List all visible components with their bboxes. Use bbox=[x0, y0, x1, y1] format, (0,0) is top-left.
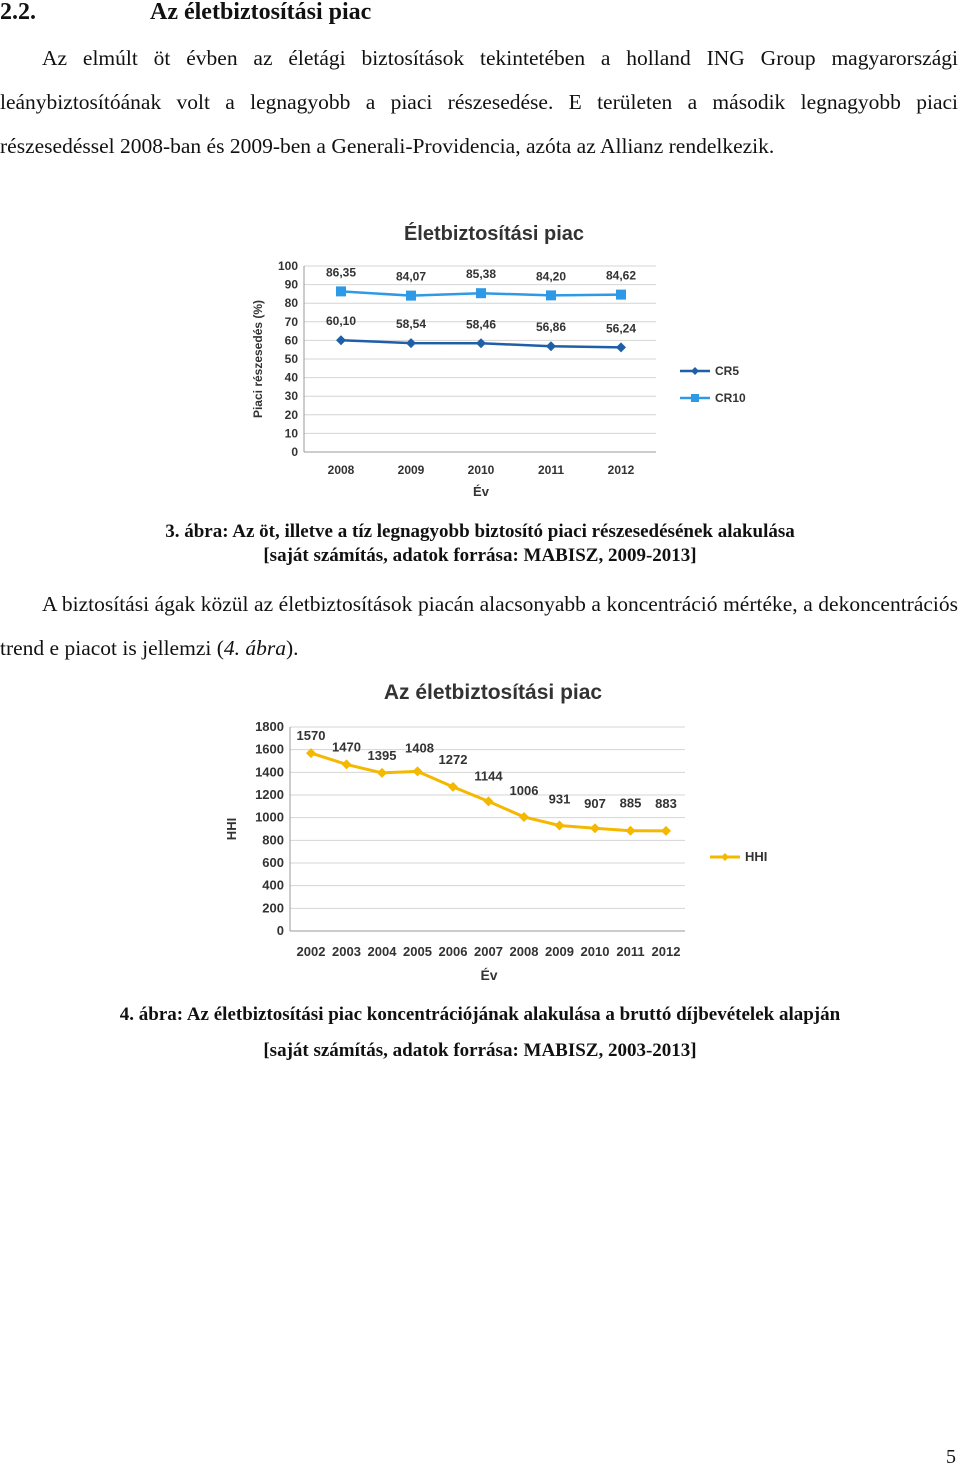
y-tick-label: 30 bbox=[284, 389, 298, 404]
y-tick-label: 1200 bbox=[255, 787, 284, 802]
data-point bbox=[336, 286, 346, 296]
x-tick-label: 2010 bbox=[580, 944, 610, 959]
legend-marker bbox=[721, 853, 729, 861]
x-tick-label: 2012 bbox=[651, 944, 681, 959]
x-tick-label: 2011 bbox=[537, 463, 565, 477]
y-tick-label: 600 bbox=[262, 855, 284, 870]
data-label: 84,07 bbox=[395, 269, 427, 284]
legend-marker bbox=[691, 367, 699, 375]
paragraph-concentration bbox=[0, 582, 958, 670]
data-point bbox=[555, 820, 565, 830]
data-label: 907 bbox=[584, 796, 606, 812]
data-point bbox=[342, 759, 352, 769]
x-axis-title: Év bbox=[473, 484, 489, 499]
section-number: 2.2. bbox=[0, 0, 36, 25]
x-tick-label: 2008 bbox=[509, 944, 539, 959]
x-tick-label: 2010 bbox=[467, 463, 495, 477]
y-tick-label: 10 bbox=[284, 426, 298, 441]
section-heading bbox=[0, 0, 371, 28]
data-label: 1570 bbox=[296, 728, 326, 744]
data-point bbox=[476, 338, 486, 348]
data-label: 58,46 bbox=[465, 317, 497, 332]
x-tick-label: 2009 bbox=[397, 463, 425, 477]
figure4-caption-line2: [saját számítás, adatok forrása: MABISZ, 2003-2013] bbox=[263, 1040, 697, 1061]
data-label: 84,62 bbox=[605, 268, 637, 283]
paragraph-market-share bbox=[0, 36, 958, 168]
data-label: 1144 bbox=[474, 768, 503, 784]
x-tick-label: 2012 bbox=[607, 463, 635, 477]
data-point bbox=[448, 782, 458, 792]
series-line bbox=[311, 753, 666, 831]
y-tick-label: 60 bbox=[284, 333, 298, 348]
figure3-caption-line2: [saját számítás, adatok forrása: MABISZ, 2009-2013] bbox=[263, 545, 697, 566]
y-tick-label: 400 bbox=[262, 877, 284, 893]
figure3-caption-line1: 3. ábra: Az öt, illetve a tíz legnagyobb biztosító piaci részesedésének alakulása bbox=[165, 521, 795, 542]
legend-label: CR10 bbox=[715, 391, 746, 405]
y-axis-title: HHI bbox=[224, 817, 239, 841]
y-tick-label: 1400 bbox=[255, 764, 284, 780]
x-tick-label: 2009 bbox=[545, 944, 574, 959]
x-tick-label: 2011 bbox=[616, 944, 645, 959]
data-point bbox=[413, 766, 423, 776]
chart-title: Az életbiztosítási piac bbox=[383, 681, 603, 704]
data-label: 885 bbox=[619, 795, 642, 811]
paragraph-text-before: A biztosítási ágak közül az életbiztosítások piacán alacsonyabb a koncentráció mértéke, a dekoncentrációs trend e piacot is jellemzi ( bbox=[0, 592, 958, 660]
x-tick-label: 2006 bbox=[438, 944, 468, 959]
x-tick-label: 2004 bbox=[367, 944, 397, 959]
y-tick-label: 200 bbox=[262, 900, 284, 916]
data-point bbox=[519, 812, 529, 822]
y-tick-label: 40 bbox=[284, 370, 298, 385]
y-tick-label: 1600 bbox=[255, 741, 284, 757]
y-tick-label: 80 bbox=[284, 296, 298, 311]
data-label: 883 bbox=[655, 795, 677, 811]
legend-label: HHI bbox=[745, 849, 768, 864]
y-tick-label: 20 bbox=[284, 407, 298, 422]
y-tick-label: 0 bbox=[291, 445, 298, 459]
data-point bbox=[476, 288, 486, 298]
data-label: 1272 bbox=[438, 751, 468, 767]
y-tick-label: 100 bbox=[277, 259, 298, 273]
section-title: Az életbiztosítási piac bbox=[150, 0, 372, 25]
paragraph-text: Az elmúlt öt évben az életági biztosítások tekintetében a holland ING Group magyarországi leánybiztosítóának volt a legnagyobb a piaci részesedése. E területen a második legnagyobb piaci részesedéssel 2008-ban és 2009-ben a Generali-Providencia, azóta az Allianz rendelkezik. bbox=[0, 46, 958, 158]
x-tick-label: 2005 bbox=[403, 944, 432, 959]
x-tick-label: 2007 bbox=[474, 944, 503, 959]
data-label: 1006 bbox=[509, 782, 539, 798]
data-label: 84,20 bbox=[535, 269, 567, 284]
data-point bbox=[546, 290, 556, 300]
data-point bbox=[377, 768, 387, 778]
data-point bbox=[336, 335, 346, 345]
data-label: 56,24 bbox=[605, 321, 637, 336]
chart-title: Életbiztosítási piac bbox=[403, 223, 585, 245]
data-label: 85,38 bbox=[465, 267, 497, 282]
data-label: 56,86 bbox=[535, 320, 567, 335]
data-point bbox=[616, 290, 626, 300]
data-point bbox=[616, 342, 626, 352]
data-label: 86,35 bbox=[325, 265, 357, 280]
x-tick-label: 2008 bbox=[327, 463, 355, 477]
data-point bbox=[546, 341, 556, 351]
data-point bbox=[626, 826, 636, 836]
x-tick-label: 2002 bbox=[296, 944, 326, 959]
y-tick-label: 800 bbox=[262, 832, 284, 848]
data-point bbox=[406, 291, 416, 301]
y-tick-label: 1800 bbox=[255, 719, 284, 734]
y-tick-label: 50 bbox=[284, 352, 298, 366]
y-tick-label: 0 bbox=[276, 923, 284, 938]
figure4-caption-line1: 4. ábra: Az életbiztosítási piac koncentrációjának alakulása a bruttó díjbevételek alapján bbox=[119, 1004, 841, 1025]
x-axis-title: Év bbox=[480, 967, 498, 983]
data-label: 58,54 bbox=[395, 317, 427, 332]
data-point bbox=[484, 796, 494, 806]
data-point bbox=[661, 826, 671, 836]
data-label: 60,10 bbox=[325, 314, 357, 329]
data-point bbox=[406, 338, 416, 348]
y-tick-label: 1000 bbox=[255, 809, 284, 825]
data-point bbox=[590, 823, 600, 833]
legend-label: CR5 bbox=[715, 364, 740, 378]
data-label: 931 bbox=[548, 791, 571, 807]
figure-reference: 4. ábra bbox=[223, 636, 286, 660]
y-tick-label: 90 bbox=[284, 277, 298, 292]
x-tick-label: 2003 bbox=[332, 944, 361, 959]
y-axis-title: Piaci részesedés (%) bbox=[251, 299, 265, 419]
hhi-chart bbox=[0, 672, 960, 992]
data-label: 1395 bbox=[367, 747, 397, 763]
data-label: 1408 bbox=[405, 740, 434, 756]
page-number: 5 bbox=[946, 1446, 956, 1468]
y-tick-label: 70 bbox=[284, 314, 298, 329]
data-label: 1470 bbox=[332, 739, 361, 755]
paragraph-text-after: ). bbox=[286, 636, 299, 660]
legend-marker bbox=[691, 394, 699, 402]
